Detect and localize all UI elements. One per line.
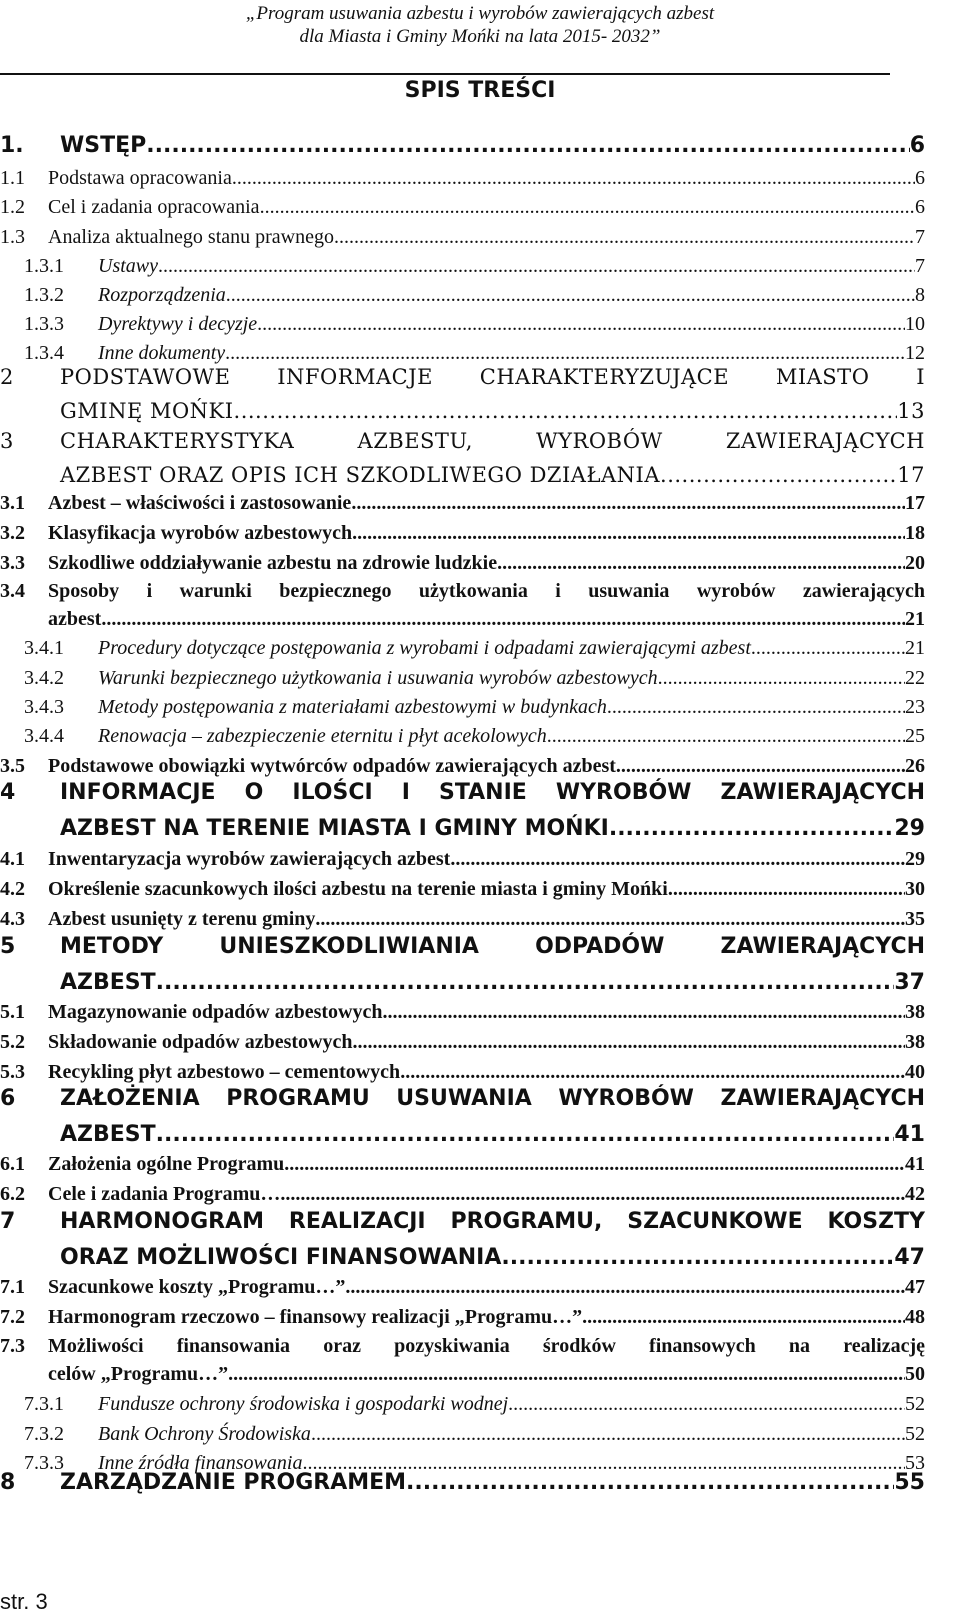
toc-entry-title: Inwentaryzacja wyrobów zawierających azbest xyxy=(48,848,451,870)
toc-entry-number: 5.3 xyxy=(0,1061,25,1083)
dot-leader xyxy=(582,1304,905,1330)
toc-entry-number: 3.4.2 xyxy=(24,667,64,689)
dot-leader xyxy=(382,999,905,1025)
toc-entry-title: Rozporządzenia xyxy=(98,284,226,306)
toc-entry-page: 6 xyxy=(915,196,925,218)
toc-entry-title: azbest xyxy=(48,608,102,630)
toc-entry-title: celów „Programu…” xyxy=(48,1363,229,1385)
toc-entry-page: 26 xyxy=(905,755,925,777)
toc-entry-page: 25 xyxy=(905,725,925,747)
toc-entry-title: AZBEST ORAZ OPIS ICH SZKODLIWEGO DZIAŁANIA xyxy=(60,463,661,487)
toc-entry-title: Magazynowanie odpadów azbestowych xyxy=(48,1001,383,1023)
dot-leader xyxy=(508,1391,905,1417)
dot-leader xyxy=(668,876,905,902)
toc-entry-number: 5 xyxy=(0,934,16,959)
toc-entry-number: 7.1 xyxy=(0,1276,25,1298)
toc-entry-page: 7 xyxy=(915,255,925,277)
dot-leader xyxy=(284,1151,905,1177)
toc-entry-title: AZBEST xyxy=(60,1122,156,1147)
dot-leader xyxy=(311,1421,905,1447)
dot-leader xyxy=(352,520,905,546)
dot-leader xyxy=(158,253,915,279)
toc-entry-page: 7 xyxy=(915,226,925,248)
toc-entry-title: Metody postępowania z materiałami azbestowymi w budynkach xyxy=(98,696,607,718)
toc-entry-page: 30 xyxy=(905,878,925,900)
toc-entry-page: 52 xyxy=(905,1423,925,1445)
toc-entry-page: 17 xyxy=(905,492,925,514)
toc-entry-title: Harmonogram rzeczowo – finansowy realizacji „Programu…” xyxy=(48,1306,583,1328)
toc-entry-page: 37 xyxy=(894,970,925,995)
toc-entry-page: 35 xyxy=(905,908,925,930)
dot-leader xyxy=(345,1274,905,1300)
dot-leader xyxy=(260,194,915,220)
toc-entry-number: 3.1 xyxy=(0,492,25,514)
toc-entry-number: 4.3 xyxy=(0,908,25,930)
toc-entry-number: 7.3.2 xyxy=(24,1423,64,1445)
toc-entry-title: Azbest usunięty z terenu gminy xyxy=(48,908,316,930)
dot-leader xyxy=(226,282,915,308)
toc-entry-title: Założenia ogólne Programu xyxy=(48,1153,285,1175)
toc-entry-number: 1.3 xyxy=(0,226,25,248)
toc-title: SPIS TREŚCI xyxy=(404,78,556,103)
toc-entry-number: 7.3 xyxy=(0,1335,25,1357)
toc-entry-page: 41 xyxy=(905,1153,925,1175)
toc-entry-page: 47 xyxy=(905,1276,925,1298)
toc-entry-page: 21 xyxy=(905,608,925,630)
dot-leader xyxy=(607,694,905,720)
toc-entry-title: Szkodliwe oddziaływanie azbestu na zdrowie ludzkie xyxy=(48,552,498,574)
toc-entry-number: 1.2 xyxy=(0,196,25,218)
toc-entry-title: Ustawy xyxy=(98,255,158,277)
dot-leader xyxy=(232,165,915,191)
toc-entry-number: 5.2 xyxy=(0,1031,25,1053)
toc-entry-page: 52 xyxy=(905,1393,925,1415)
toc-entry-page: 13 xyxy=(897,399,925,423)
toc-entry-number: 1.3.4 xyxy=(24,342,64,364)
toc-entry-title: Analiza aktualnego stanu prawnego xyxy=(48,226,335,248)
toc-entry-title: Sposoby i warunki bezpiecznego użytkowania i usuwania wyrobów zawierających xyxy=(48,580,925,602)
toc-entry-title: INFORMACJE O ILOŚCI I STANIE WYROBÓW ZAWIERAJĄCYCH xyxy=(60,780,925,805)
dot-leader xyxy=(101,606,905,632)
toc-entry-title: Podstawowe obowiązki wytwórców odpadów zawierających azbest xyxy=(48,755,616,777)
toc-entry-page: 48 xyxy=(905,1306,925,1328)
toc-entry-title: Określenie szacunkowych ilości azbestu na terenie miasta i gminy Mońki xyxy=(48,878,668,900)
toc-entry-title: Recykling płyt azbestowo – cementowych xyxy=(48,1061,401,1083)
toc-entry-number: 1.1 xyxy=(0,167,25,189)
toc-entry-title: Możliwości finansowania oraz pozyskiwania środków finansowych na realizację xyxy=(48,1335,925,1357)
header-line-1: „Program usuwania azbestu i wyrobów zawierających azbest xyxy=(245,3,715,24)
toc-entry-number: 2 xyxy=(0,365,14,389)
toc-entry-page: 47 xyxy=(894,1245,925,1270)
toc-entry-page: 20 xyxy=(905,552,925,574)
dot-leader xyxy=(497,550,905,576)
toc-entry-title: HARMONOGRAM REALIZACJI PROGRAMU, SZACUNKOWE KOSZTY xyxy=(60,1209,925,1234)
toc-entry-title: Bank Ochrony Środowiska xyxy=(98,1423,311,1445)
dot-leader xyxy=(353,1029,905,1055)
toc-entry-page: 18 xyxy=(905,522,925,544)
toc-entry-title: Składowanie odpadów azbestowych xyxy=(48,1031,353,1053)
dot-leader xyxy=(234,395,898,427)
document-header xyxy=(0,0,960,48)
toc-entry-title: PODSTAWOWE INFORMACJE CHARAKTERYZUJĄCE MIASTO I xyxy=(60,365,925,389)
toc-entry-page: 29 xyxy=(894,816,925,841)
toc-entry-title: GMINĘ MOŃKI xyxy=(60,399,234,423)
toc-entry-page: 17 xyxy=(897,463,925,487)
toc-entry-number: 4.1 xyxy=(0,848,25,870)
toc-entry-title: Renowacja – zabezpieczenie eternitu i płyt acekolowych xyxy=(98,725,547,747)
dot-leader xyxy=(351,490,905,516)
dot-leader xyxy=(547,723,905,749)
dot-leader xyxy=(660,459,897,491)
toc-entry-title: Szacunkowe koszty „Programu…” xyxy=(48,1276,346,1298)
toc-entry-title: Fundusze ochrony środowiska i gospodarki wodnej xyxy=(98,1393,509,1415)
toc-entry-number: 3.4.4 xyxy=(24,725,64,747)
toc-entry-page: 38 xyxy=(905,1001,925,1023)
toc-entry-title: CHARAKTERYSTYKA AZBESTU, WYROBÓW ZAWIERAJĄCYCH xyxy=(60,429,925,453)
toc-entry-page: 21 xyxy=(905,637,925,659)
header-rule xyxy=(0,73,890,75)
toc-entry-title: AZBEST NA TERENIE MIASTA I GMINY MOŃKI xyxy=(60,816,609,841)
toc-entry-number: 1.3.2 xyxy=(24,284,64,306)
dot-leader xyxy=(751,635,905,661)
toc-entry-title: Inne źródła finansowania xyxy=(98,1452,303,1474)
dot-leader xyxy=(146,131,909,161)
toc-entry-number: 1.3.3 xyxy=(24,313,64,335)
dot-leader xyxy=(609,811,895,846)
toc-entry-page: 8 xyxy=(915,284,925,306)
toc-entry-number: 4.2 xyxy=(0,878,25,900)
toc-entry-page: 23 xyxy=(905,696,925,718)
toc-entry-title: Cel i zadania opracowania xyxy=(48,196,260,218)
page-number: str. 3 xyxy=(0,1589,48,1614)
toc-entry-title: AZBEST xyxy=(60,970,156,995)
toc-entry-number: 1.3.1 xyxy=(24,255,64,277)
toc-entry-number: 7.3.3 xyxy=(24,1452,64,1474)
dot-leader xyxy=(450,846,905,872)
toc-entry-title: ORAZ MOŻLIWOŚCI FINANSOWANIA xyxy=(60,1245,502,1270)
toc-entry-page: 29 xyxy=(905,848,925,870)
toc-entry-page: 53 xyxy=(905,1452,925,1474)
toc-entry-page: 50 xyxy=(905,1363,925,1385)
toc-entry-page: 41 xyxy=(894,1122,925,1147)
toc-entry-number: 7.3.1 xyxy=(24,1393,64,1415)
toc-entry-title: Dyrektywy i decyzje xyxy=(98,313,258,335)
toc-entry-number: 3.4.3 xyxy=(24,696,64,718)
toc-entry-number: 1. xyxy=(0,133,24,158)
toc-entry-number: 3.5 xyxy=(0,755,25,777)
dot-leader xyxy=(406,1468,894,1498)
toc-entry-title: Podstawa opracowania xyxy=(48,167,232,189)
toc-entry-number: 6 xyxy=(0,1086,16,1111)
toc-entry-title: Inne dokumenty xyxy=(98,342,226,364)
toc-entry-page: 38 xyxy=(905,1031,925,1053)
dot-leader xyxy=(156,965,895,1000)
toc-entry-number: 3 xyxy=(0,429,14,453)
toc-entry-title: Warunki bezpiecznego użytkowania i usuwania wyrobów azbestowych xyxy=(98,667,658,689)
toc-entry-title: Klasyfikacja wyrobów azbestowych xyxy=(48,522,353,544)
toc-entry-number: 8 xyxy=(0,1470,16,1495)
toc-entry-number: 3.2 xyxy=(0,522,25,544)
dot-leader xyxy=(228,1361,905,1387)
toc-entry-title: METODY UNIESZKODLIWIANIA ODPADÓW ZAWIERAJĄCYCH xyxy=(60,934,925,959)
toc-entry-page: 55 xyxy=(894,1470,925,1495)
toc-entry-number: 5.1 xyxy=(0,1001,25,1023)
toc-entry-number: 7.2 xyxy=(0,1306,25,1328)
toc-entry-title: Cele i zadania Programu… xyxy=(48,1183,281,1205)
dot-leader xyxy=(257,311,905,337)
toc-entry-title: Procedury dotyczące postępowania z wyrobami i odpadami zawierającymi azbest xyxy=(98,637,751,659)
toc-entry-title: ZARZĄDZANIE PROGRAMEM xyxy=(60,1470,407,1495)
dot-leader xyxy=(658,665,905,691)
toc-entry-title: ZAŁOŻENIA PROGRAMU USUWANIA WYROBÓW ZAWIERAJĄCYCH xyxy=(60,1086,925,1111)
toc-entry-number: 6.1 xyxy=(0,1153,25,1175)
toc-entry-number: 7 xyxy=(0,1209,16,1234)
toc-entry-number: 3.4 xyxy=(0,580,25,602)
toc-entry-page: 40 xyxy=(905,1061,925,1083)
toc-entry-page: 42 xyxy=(905,1183,925,1205)
toc-entry-page: 6 xyxy=(915,167,925,189)
toc-entry-number: 4 xyxy=(0,780,16,805)
toc-entry-page: 10 xyxy=(905,313,925,335)
dot-leader xyxy=(501,1240,894,1275)
dot-leader xyxy=(156,1117,895,1152)
dot-leader xyxy=(334,224,915,250)
toc-entry-number: 6.2 xyxy=(0,1183,25,1205)
toc-entry-title: WSTĘP xyxy=(60,133,147,158)
toc-entry-page: 6 xyxy=(909,133,925,158)
toc-entry-number: 3.4.1 xyxy=(24,637,64,659)
toc-entry-number: 3.3 xyxy=(0,552,25,574)
toc-entry-page: 22 xyxy=(905,667,925,689)
header-line-2: dla Miasta i Gminy Mońki na lata 2015- 2032” xyxy=(299,26,661,47)
toc-entry-page: 12 xyxy=(905,342,925,364)
toc-entry-title: Azbest – właściwości i zastosowanie xyxy=(48,492,352,514)
